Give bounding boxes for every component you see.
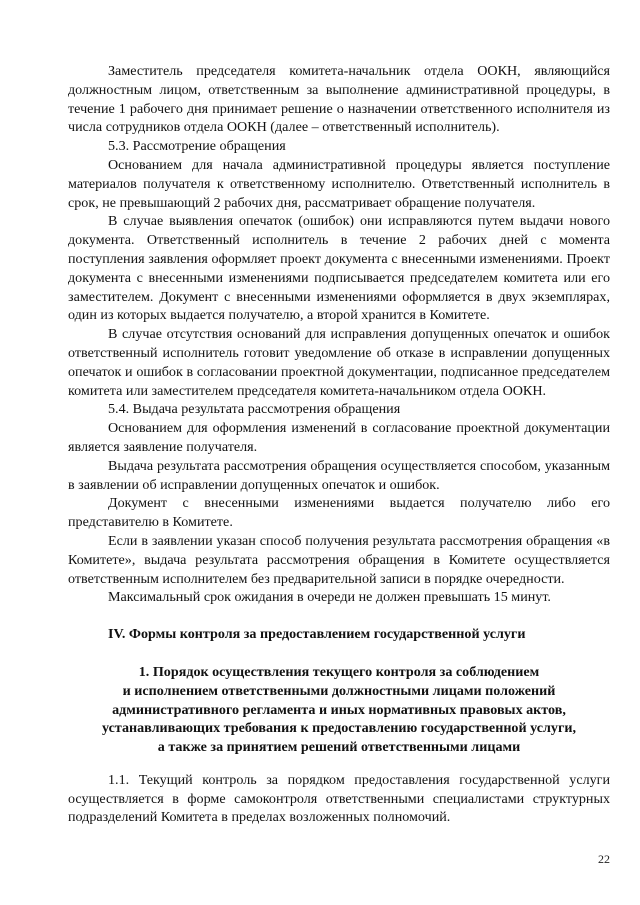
subsection-heading-line: 1. Порядок осуществления текущего контроля за соблюдением (138, 663, 540, 680)
paragraph: Если в заявлении указан способ получения результата рассмотрения обращения «в Комитете», выдача результата рассмотрения обращения в Комитете осуществляется ответственным исполнителем без предварительной записи в порядке очередности. (68, 532, 610, 587)
subsection-heading-line: устанавливающих требования к предоставлению государственной услуги, (102, 720, 576, 737)
paragraph: Выдача результата рассмотрения обращения осуществляется способом, указанным в заявлении об исправлении допущенных опечаток и ошибок. (68, 457, 610, 493)
paragraph: В случае выявления опечаток (ошибок) они исправляются путем выдачи нового документа. Ответственный исполнитель в течение 2 рабочих дней с момента поступления заявления оформляет проект документа с внесенными изменениями. Проект документа с внесенными изменениями подписывается председателем комитета или его заместителем. Документ с внесенными изменениями оформляется в двух экземплярах, один из которых выдается получателю, а второй хранится в Комитете. (68, 213, 610, 324)
paragraph: Заместитель председателя комитета-начальник отдела ООКН, являющийся должностным лицом, ответственным за выполнение административной процедуры, в течение 1 рабочего дня принимает решение о назначении ответственного исполнителя из числа сотрудников отдела ООКН (далее – ответственный исполнитель). (68, 63, 610, 136)
paragraph-1-1: 1.1. Текущий контроль за порядком предоставления государственной услуги осуществляется в форме самоконтроля ответственными специалистами структурных подразделений Комитета в пределах возложенных полномочий. (68, 771, 610, 826)
paragraph: Максимальный срок ожидания в очереди не должен превышать 15 минут. (108, 589, 551, 606)
subsection-title: 5.4. Выдача результата рассмотрения обращения (108, 401, 401, 418)
paragraph: Основанием для начала административной процедуры является поступление материалов получателя к ответственному исполнителю. Ответственный исполнитель в срок, не превышающий 2 рабочих дня, рассматривает обращение получателя. (68, 156, 610, 211)
section-heading: IV. Формы контроля за предоставлением государственной услуги (108, 626, 526, 643)
paragraph: Документ с внесенными изменениями выдается получателю либо его представителю в Комитете. (68, 495, 610, 531)
document-body (68, 62, 610, 827)
subsection-heading-line: а также за принятием решений ответственными лицами (157, 739, 521, 756)
subsection-heading-line: административного регламента и иных нормативных правовых актов, (112, 701, 566, 718)
top-paragraphs (68, 62, 610, 607)
subsection-heading (68, 663, 610, 757)
subsection-title: 5.3. Рассмотрение обращения (108, 138, 286, 155)
paragraph: В случае отсутствия оснований для исправления допущенных опечаток и ошибок ответственный исполнитель готовит уведомление об отказе в исправлении допущенных опечаток и ошибок в согласовании проектной документации, подписанное председателем комитета или заместителем председателя комитета-начальником отдела ООКН. (68, 326, 610, 399)
subsection-heading-line: и исполнением ответственными должностными лицами положений (122, 682, 556, 699)
page-number: 22 (598, 852, 610, 866)
paragraph: Основанием для оформления изменений в согласование проектной документации является заявление получателя. (68, 420, 610, 455)
